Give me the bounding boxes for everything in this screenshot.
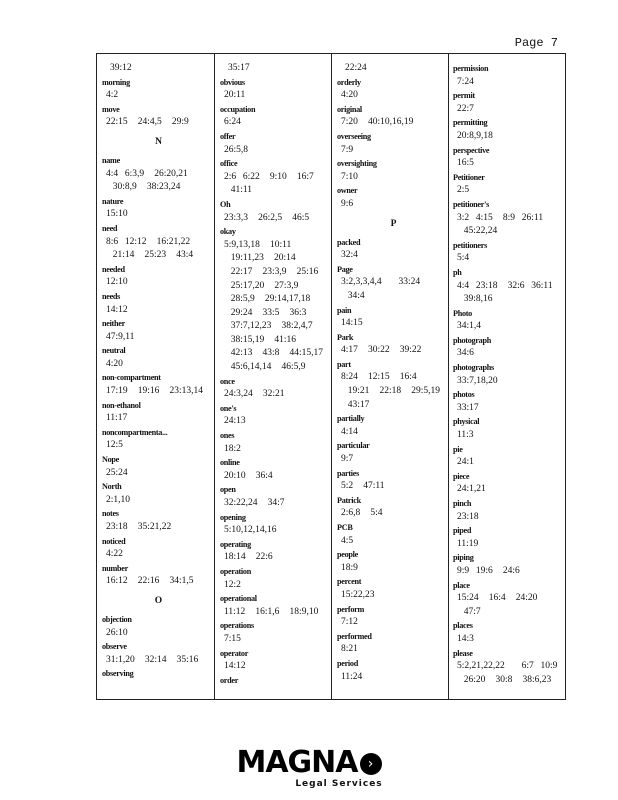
index-entry <box>337 304 450 331</box>
index-entry <box>102 613 215 640</box>
index-term: office <box>220 159 238 169</box>
continued-refs: 35:17 <box>228 63 250 73</box>
index-term: non-ethanol <box>102 400 141 410</box>
index-term: operations <box>220 621 254 631</box>
index-term: okay <box>220 227 236 237</box>
page-line-refs: 6:24 <box>224 117 241 128</box>
page-line-refs: 47:9,11 <box>106 331 135 342</box>
page-line-refs: 31:1,20 32:14 35:16 <box>106 654 199 665</box>
index-entry <box>102 154 215 195</box>
page-line-refs: 33:7,18,20 <box>457 375 498 386</box>
page-line-refs: 20:8,9,18 <box>457 130 493 141</box>
index-entry <box>102 103 215 130</box>
index-entry <box>102 222 215 263</box>
index-entry <box>337 331 450 358</box>
page-line-refs: 32:22,24 34:7 <box>224 498 285 508</box>
index-entry <box>337 439 450 466</box>
page-line-refs: 9:6 <box>341 198 354 209</box>
index-entry <box>453 361 566 388</box>
column-divider <box>331 54 332 699</box>
index-entry <box>453 647 566 688</box>
index-entry <box>220 511 333 538</box>
index-entry <box>220 429 333 456</box>
index-entry <box>453 144 566 171</box>
index-entry <box>337 130 450 157</box>
index-column-2 <box>220 62 333 694</box>
index-entry <box>102 535 215 562</box>
section-letter: P <box>390 218 397 229</box>
column-divider <box>448 54 449 699</box>
index-entry <box>453 198 566 239</box>
index-entry <box>220 674 333 688</box>
index-term: Petitioner <box>453 172 485 182</box>
page-line-refs: 14:12 <box>224 661 246 672</box>
index-term: noticed <box>102 536 126 546</box>
page-line-refs: 2:1,10 <box>106 494 131 505</box>
page-line-refs: 23:18 <box>457 511 479 522</box>
logo-wordmark: MAGNA <box>236 745 358 780</box>
page-line-refs: 32:4 <box>341 250 358 261</box>
index-entry <box>337 630 450 657</box>
page-line-refs: 24:3,24 32:21 <box>224 389 285 400</box>
index-entry <box>102 480 215 507</box>
index-term: needed <box>102 264 125 274</box>
page-line-refs: 16:5 <box>457 158 474 169</box>
index-entry <box>337 263 450 304</box>
index-term: permit <box>453 91 475 101</box>
index-entry <box>337 236 450 263</box>
index-term: order <box>220 675 239 685</box>
index-entry <box>453 89 566 116</box>
index-term: Nope <box>102 455 119 465</box>
page-line-refs: 11:17 <box>106 413 128 424</box>
index-term: photograph <box>453 335 491 345</box>
index-term: packed <box>337 237 361 247</box>
index-entry <box>220 619 333 646</box>
index-entry <box>453 551 566 578</box>
index-entry <box>220 456 333 483</box>
index-entry <box>453 579 566 620</box>
index-entry <box>337 521 450 548</box>
continued-refs: 22:24 <box>345 63 367 73</box>
index-entry <box>453 334 566 361</box>
index-term: photos <box>453 390 475 400</box>
page-line-refs: 4:4 23:18 32:6 36:11 39:8,16 <box>457 280 553 305</box>
page-line-refs: 5:9,13,18 10:11 19:11,23 20:14 22:17 23:3,9 25:16 25:17,20 27:3,9 28:5,9 29:14,17,18 29:24 33:5 36:3 37:7,12,23 38:2,4,7 38:15,19 41:16 42:13 43:8 44:15,17 45:6,14,14 46:5,9 <box>224 239 324 373</box>
index-term: number <box>102 563 128 573</box>
index-entry <box>102 317 215 344</box>
index-term: open <box>220 485 236 495</box>
index-entry <box>102 426 215 453</box>
index-term: objection <box>102 614 132 624</box>
page-line-refs: 11:3 <box>457 430 474 441</box>
page-line-refs: 18:14 22:6 <box>224 552 273 563</box>
index-entry <box>337 575 450 602</box>
page-line-refs: 14:3 <box>457 633 474 644</box>
index-term: operator <box>220 648 249 658</box>
page-line-refs: 23:18 35:21,22 <box>106 522 172 532</box>
index-term: name <box>102 155 120 165</box>
index-term: operation <box>220 566 251 576</box>
index-term: once <box>220 376 235 386</box>
index-entry <box>220 592 333 619</box>
page-line-refs: 5:4 <box>457 253 470 264</box>
index-entry <box>102 562 215 589</box>
index-term: oversighting <box>337 159 377 169</box>
index-entry <box>453 307 566 334</box>
index-term: please <box>453 648 473 658</box>
index-entry <box>220 375 333 402</box>
index-term: people <box>337 550 358 560</box>
index-term: neutral <box>102 346 126 356</box>
index-term: occupation <box>220 104 256 114</box>
index-term: piping <box>453 553 474 563</box>
index-term: pie <box>453 444 463 454</box>
index-term: original <box>337 104 362 114</box>
index-term: obvious <box>220 77 245 87</box>
index-entry <box>102 290 215 317</box>
page-line-refs: 8:21 <box>341 644 358 655</box>
index-entry <box>453 497 566 524</box>
index-term: Oh <box>220 199 231 209</box>
index-column-1 <box>102 62 215 694</box>
index-term: North <box>102 482 122 492</box>
index-term: perspective <box>453 145 490 155</box>
page-line-refs: 7:24 <box>457 76 474 87</box>
index-entry <box>453 470 566 497</box>
index-entry <box>337 76 450 103</box>
page-line-refs: 3:2 4:15 8:9 26:11 45:22,24 <box>457 212 544 237</box>
index-term: observing <box>102 669 134 679</box>
page-line-refs: 9:9 19:6 24:6 <box>457 565 520 576</box>
index-term: piped <box>453 526 472 536</box>
index-entry <box>337 157 450 184</box>
index-term: part <box>337 359 351 369</box>
page-line-refs: 12:5 <box>106 440 123 451</box>
index-entry <box>102 640 215 667</box>
index-term: one's <box>220 403 237 413</box>
index-entry <box>102 453 215 480</box>
index-term: notes <box>102 509 119 519</box>
index-term: photographs <box>453 363 494 373</box>
index-entry <box>453 388 566 415</box>
index-term: non-compartment <box>102 373 161 383</box>
page-line-refs: 2:6 6:22 9:10 16:7 41:11 <box>224 171 314 196</box>
index-term: places <box>453 621 473 631</box>
page-line-refs: 7:15 <box>224 633 241 644</box>
index-term: ph <box>453 267 462 277</box>
page-line-refs: 4:17 30:22 39:22 <box>341 345 422 356</box>
index-term: needs <box>102 291 121 301</box>
index-term: perform <box>337 604 364 614</box>
index-entry <box>337 603 450 630</box>
page-line-refs: 3:2,3,3,4,4 33:24 34:4 <box>341 277 421 301</box>
index-entry <box>337 358 450 412</box>
word-index-table <box>96 53 566 700</box>
page-line-refs: 8:6 12:12 16:21,22 21:14 25:23 43:4 <box>106 236 194 261</box>
index-term: owner <box>337 186 358 196</box>
page-line-refs: 14:15 <box>341 318 363 329</box>
index-term: Patrick <box>337 495 361 505</box>
page-line-refs: 7:20 40:10,16,19 <box>341 117 414 128</box>
index-entry <box>453 171 566 198</box>
index-entry <box>220 483 333 510</box>
page-line-refs: 7:12 <box>341 617 358 628</box>
index-entry <box>453 266 566 307</box>
page-line-refs: 11:24 <box>341 671 363 682</box>
index-term: percent <box>337 577 362 587</box>
index-term: nature <box>102 196 124 206</box>
page-line-refs: 8:24 12:15 16:4 19:21 22:18 29:5,19 43:17 <box>341 372 441 410</box>
index-term: opening <box>220 512 246 522</box>
index-term: particular <box>337 441 370 451</box>
page-line-refs: 26:10 <box>106 627 128 638</box>
index-entry <box>220 130 333 157</box>
index-term: pain <box>337 305 352 315</box>
index-column-3 <box>337 62 450 694</box>
logo-subtitle: Legal Services <box>295 779 383 789</box>
page-line-refs: 4:20 <box>341 90 358 101</box>
index-term: place <box>453 580 470 590</box>
index-entry <box>453 619 566 646</box>
index-term: parties <box>337 468 360 478</box>
index-term: operating <box>220 539 251 549</box>
index-entry <box>453 116 566 143</box>
page-line-refs: 4:14 <box>341 426 358 437</box>
index-term: Park <box>337 332 354 342</box>
page-line-refs: 4:4 6:3,9 26:20,21 30:8,9 38:23,24 <box>106 168 188 193</box>
index-entry <box>453 239 566 266</box>
page-line-refs: 17:19 19:16 23:13,14 <box>106 386 204 397</box>
index-entry <box>337 412 450 439</box>
page-line-refs: 33:17 <box>457 402 479 413</box>
index-term: observe <box>102 642 127 652</box>
index-term: PCB <box>337 523 353 532</box>
index-term: Photo <box>453 308 472 318</box>
page-line-refs: 7:9 <box>341 144 354 155</box>
continued-refs: 39:12 <box>110 63 132 73</box>
page-line-refs: 5:2 47:11 <box>341 481 385 492</box>
index-column-4 <box>453 62 566 694</box>
index-entry <box>220 76 333 103</box>
page-line-refs: 24:1,21 <box>457 484 486 495</box>
index-term: piece <box>453 471 470 481</box>
index-term: physical <box>453 417 480 427</box>
index-entry <box>337 467 450 494</box>
page-line-refs: 4:5 <box>341 535 354 546</box>
index-term: ones <box>220 431 235 441</box>
page-number: Page 7 <box>514 36 558 50</box>
index-term: partially <box>337 414 365 424</box>
section-letter: O <box>154 595 163 606</box>
index-term: period <box>337 658 358 668</box>
index-term: petitioners <box>453 240 487 250</box>
index-entry <box>102 399 215 426</box>
index-entry <box>453 524 566 551</box>
index-entry <box>337 184 450 211</box>
index-entry <box>337 103 450 130</box>
page-line-refs: 18:9 <box>341 562 358 573</box>
page-line-refs: 5:2,21,22,22 6:7 10:9 26:20 30:8 38:6,23 <box>457 661 558 685</box>
index-term: Page <box>337 264 353 274</box>
arrow-circle-icon: › <box>360 753 382 775</box>
page-line-refs: 15:22,23 <box>341 589 375 600</box>
index-term: online <box>220 458 240 468</box>
page-line-refs: 34:6 <box>457 348 474 359</box>
page-line-refs: 26:5,8 <box>224 144 249 155</box>
index-entry <box>220 647 333 674</box>
section-letter: N <box>155 136 162 147</box>
page-line-refs: 5:10,12,14,16 <box>224 525 277 536</box>
index-term: neither <box>102 319 125 329</box>
page-line-refs: 14:12 <box>106 304 128 315</box>
page-line-refs: 4:20 <box>106 358 123 369</box>
index-term: pinch <box>453 499 472 508</box>
index-entry <box>102 371 215 398</box>
index-entry <box>453 443 566 470</box>
page-line-refs: 2:6,8 5:4 <box>341 508 383 519</box>
index-entry <box>220 538 333 565</box>
index-term: offer <box>220 131 236 141</box>
page-line-refs: 22:15 24:4,5 29:9 <box>106 117 189 128</box>
page-line-refs: 23:3,3 26:2,5 46:5 <box>224 212 310 223</box>
page-line-refs: 20:11 <box>224 90 246 101</box>
index-entry <box>102 76 215 103</box>
page-line-refs: 18:2 <box>224 443 241 454</box>
page-line-refs: 16:12 22:16 34:1,5 <box>106 576 194 587</box>
index-term: need <box>102 223 118 233</box>
page-line-refs: 15:10 <box>106 209 128 220</box>
index-entry <box>220 225 333 375</box>
index-entry <box>102 195 215 222</box>
page-line-refs: 24:1 <box>457 457 474 468</box>
page-line-refs: 7:10 <box>341 171 358 182</box>
page-line-refs: 2:5 <box>457 185 470 196</box>
index-term: morning <box>102 77 130 87</box>
index-term: performed <box>337 631 372 641</box>
index-term: permitting <box>453 118 488 128</box>
index-entry <box>220 198 333 225</box>
index-entry <box>102 263 215 290</box>
index-entry <box>102 507 215 534</box>
index-entry <box>102 344 215 371</box>
index-entry <box>220 565 333 592</box>
page-line-refs: 24:13 <box>224 416 246 427</box>
index-entry <box>220 103 333 130</box>
index-term: move <box>102 104 120 114</box>
index-term: orderly <box>337 77 361 87</box>
page-line-refs: 12:10 <box>106 277 128 288</box>
index-entry <box>337 657 450 684</box>
column-divider <box>214 54 215 699</box>
index-term: permission <box>453 64 489 73</box>
page-line-refs: 12:2 <box>224 579 241 590</box>
index-term: operational <box>220 594 257 604</box>
magna-logo <box>0 745 618 789</box>
index-entry <box>220 402 333 429</box>
index-term: overseeing <box>337 131 371 141</box>
index-entry <box>220 157 333 198</box>
index-entry <box>453 62 566 89</box>
page-line-refs: 4:22 <box>106 549 123 560</box>
page-line-refs: 15:24 16:4 24:20 47:7 <box>457 593 538 617</box>
page-line-refs: 11:12 16:1,6 18:9,10 <box>224 606 319 617</box>
index-term: noncompartmenta... <box>102 427 168 437</box>
page-line-refs: 4:2 <box>106 90 119 101</box>
page-line-refs: 34:1,4 <box>457 321 482 332</box>
page-line-refs: 22:7 <box>457 103 474 114</box>
index-entry <box>337 494 450 521</box>
page-line-refs: 11:19 <box>457 538 479 549</box>
index-entry <box>337 548 450 575</box>
page-line-refs: 20:10 36:4 <box>224 470 273 481</box>
index-entry <box>102 667 215 681</box>
index-entry <box>453 415 566 442</box>
page-line-refs: 25:24 <box>106 467 128 478</box>
page-line-refs: 9:7 <box>341 454 354 465</box>
index-term: petitioner's <box>453 199 489 209</box>
